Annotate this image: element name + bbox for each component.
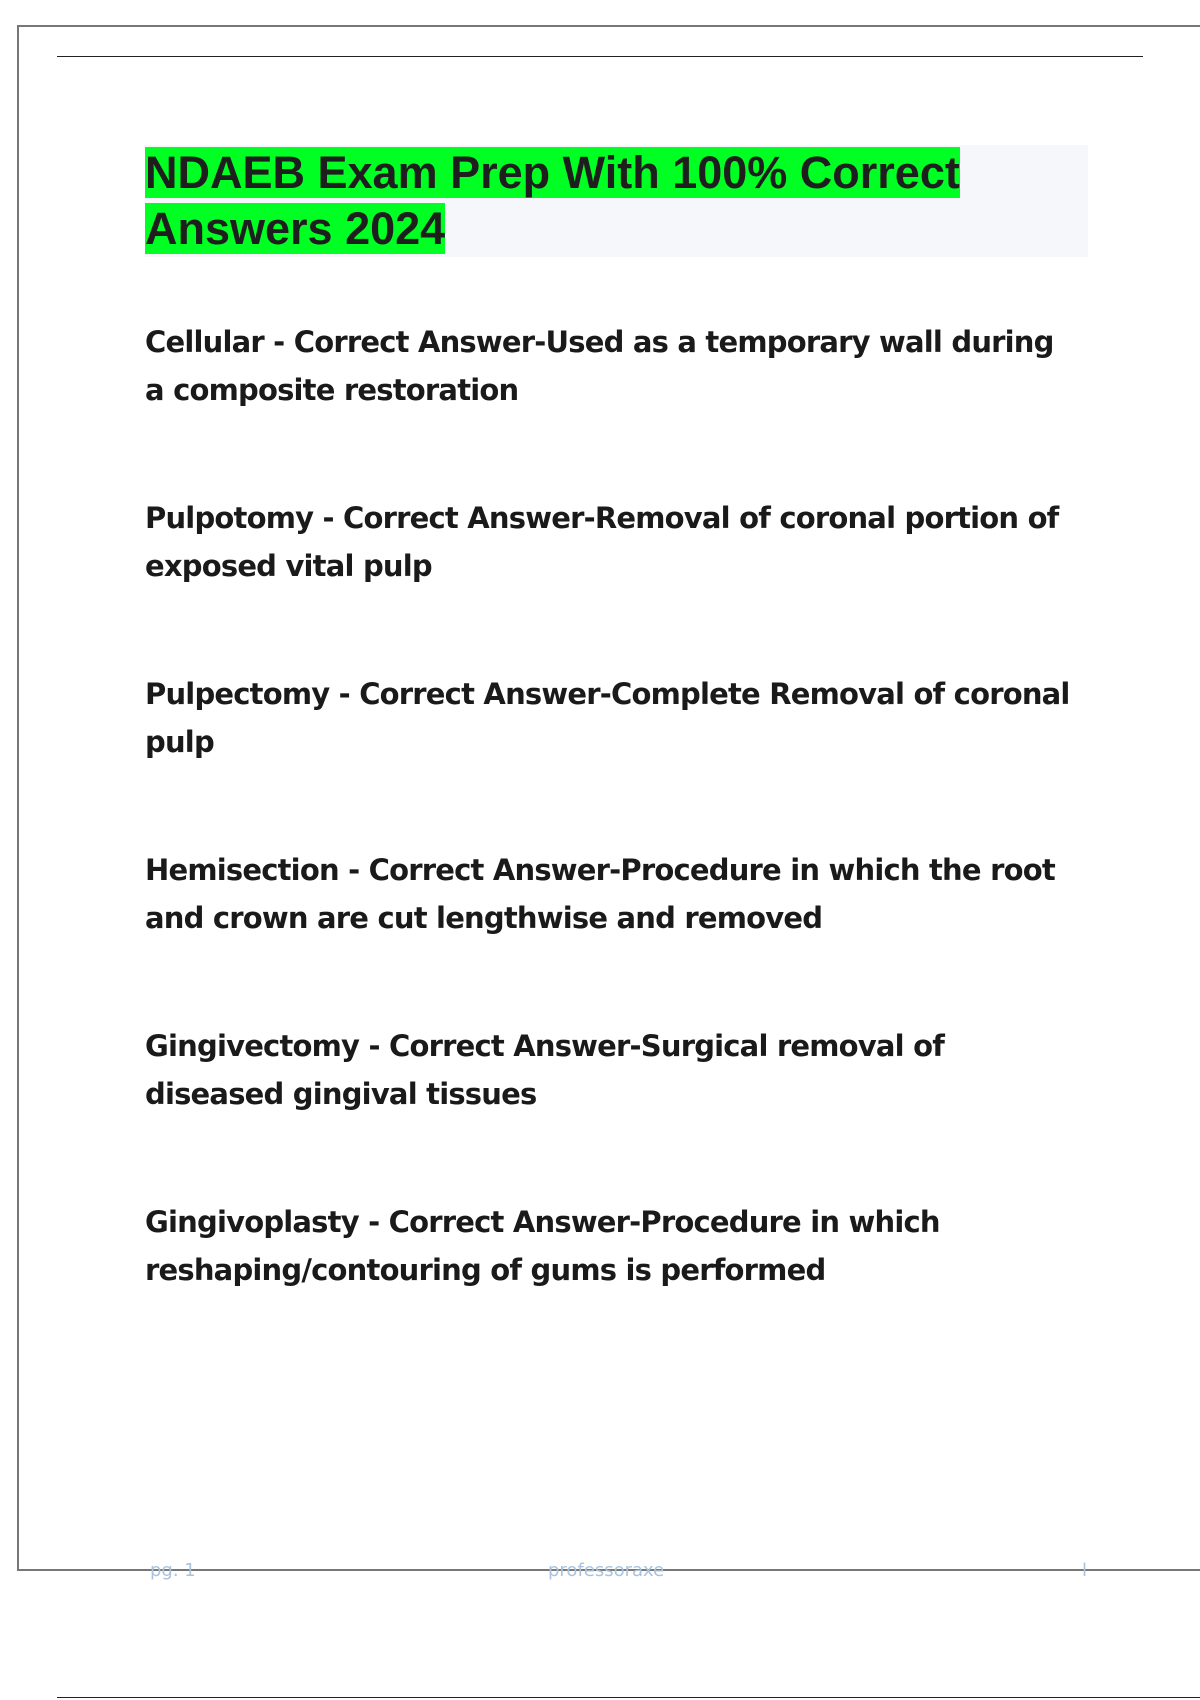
bottom-rule bbox=[57, 1697, 1200, 1698]
qa-list bbox=[145, 318, 1075, 1374]
qa-item-hemisection: Hemisection - Correct Answer-Procedure in which the root and crown are cut lengthwise and removed bbox=[145, 853, 1055, 935]
qa-item-pulpectomy: Pulpectomy - Correct Answer-Complete Removal of coronal pulp bbox=[145, 677, 1070, 759]
footer-page-number: pg. 1 bbox=[150, 1560, 196, 1581]
footer-site-name: professoraxe bbox=[548, 1560, 665, 1581]
title-line-2: Answers 2024 bbox=[145, 203, 446, 254]
footer-right-mark: l bbox=[1082, 1560, 1088, 1581]
qa-item-gingivoplasty: Gingivoplasty - Correct Answer-Procedure in which reshaping/contouring of gums is performed bbox=[145, 1205, 940, 1287]
qa-item-pulpotomy: Pulpotomy - Correct Answer-Removal of coronal portion of exposed vital pulp bbox=[145, 501, 1059, 583]
qa-item-cellular: Cellular - Correct Answer-Used as a temporary wall during a composite restoration bbox=[145, 325, 1054, 407]
qa-item-gingivectomy: Gingivectomy - Correct Answer-Surgical removal of diseased gingival tissues bbox=[145, 1029, 945, 1111]
title-line-1: NDAEB Exam Prep With 100% Correct bbox=[145, 147, 960, 198]
header-rule bbox=[57, 56, 1143, 57]
document-title bbox=[145, 145, 1088, 257]
title-block bbox=[145, 145, 1088, 257]
